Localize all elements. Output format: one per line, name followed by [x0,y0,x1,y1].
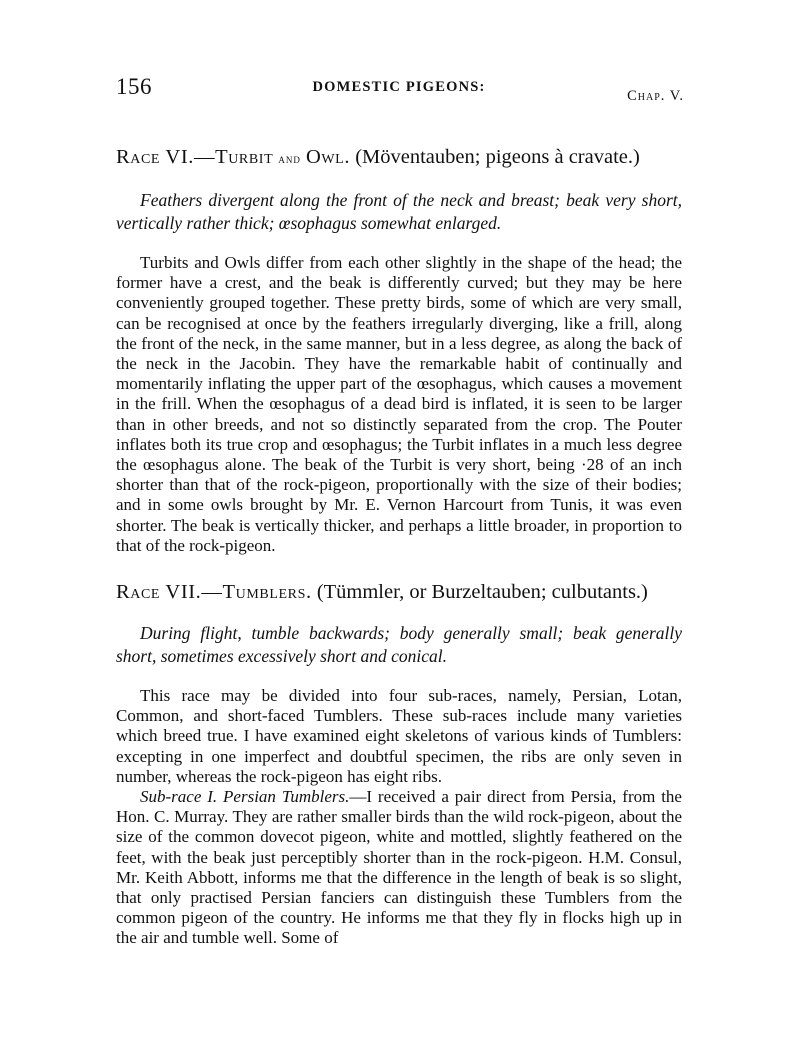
race-name: Turbit [215,146,274,168]
race-number: Race VI.— [116,146,216,168]
page-number: 156 [116,74,152,99]
foreign-names: (Tümmler, or Burzeltauben; culbutants.) [316,581,648,604]
sub-race-title: Sub-race I. Persian Tumblers. [140,787,350,807]
race-vi-summary: Feathers divergent along the front of the neck and breast; beak very short, vertically rather thick; œsophagus somewhat enlarged. [116,190,682,233]
race-vii-summary: During flight, tumble backwards; body generally small; beak generally short, sometimes excessively short and conical. [116,623,682,667]
race-name: Tumblers. [222,581,312,604]
sub-race-text: —I received a pair direct from Persia, from the Hon. C. Murray. They are rather smaller birds than the wild rock-pigeon, about the size of the common dovecot pigeon, white and mottled, slightly feathered on the feet, with the beak just perceptibly shorter than in the rock-pigeon. H.M. Consul, Mr. Keith Abbott, informs me that the difference in the length of beak is so slight, that only practised Persian fanciers can distinguish these Tumblers from the common pigeon of the country. He informs me that they fly in flocks high up in the air and tumble well. Some of [116,787,682,948]
chapter-reference: Chap. V. [627,88,684,104]
race-name-second: Owl. [305,146,351,168]
foreign-names: (Möventauben; pigeons à cravate.) [355,146,640,168]
race-vii-paragraph: This race may be divided into four sub-races, namely, Persian, Lotan, Common, and short-faced Tumblers. These sub-races include many varieties which breed true. I have examined eight skeletons of various kinds of Tumblers: excepting in one imperfect and doubtful specimen, the ribs are only seven in number, whereas the rock-pigeon has eight ribs. [116,686,682,786]
running-head: DOMESTIC PIGEONS: [312,79,486,95]
race-vi-paragraph: Turbits and Owls differ from each other slightly in the shape of the head; the former have a crest, and the beak is differently curved; but they may be here conveniently grouped together. These pretty birds, some of which are very small, can be recognised at once by the feathers irregularly diverging, like a frill, along the front of the neck, in the same manner, but in a less degree, as along the back of the neck in the Jacobin. They have the remarkable habit of continually and momentarily inflating the upper part of the œsophagus, which causes a movement in the frill. When the œsophagus of a dead bird is inflated, it is seen to be larger than in other breeds, and not so distinctly separated from the crop. The Pouter inflates both its true crop and œsophagus; the Turbit inflates in a much less degree the œsophagus alone. The beak of the Turbit is very short, being ·28 of an inch shorter than that of the rock-pigeon, proportionally with the size of their bodies; and in some owls brought by Mr. E. Vernon Harcourt from Tunis, it was even shorter. The beak is vertically thicker, and perhaps a little broader, in proportion to that of the rock-pigeon. [116,253,682,555]
page-header [116,74,682,106]
page-content [116,145,682,949]
race-number: Race VII.— [116,581,223,604]
heading-conjunction: and [278,151,301,166]
section-heading-race-vi [116,145,682,171]
sub-race-paragraph [116,787,682,949]
section-heading-race-vii [116,580,682,604]
